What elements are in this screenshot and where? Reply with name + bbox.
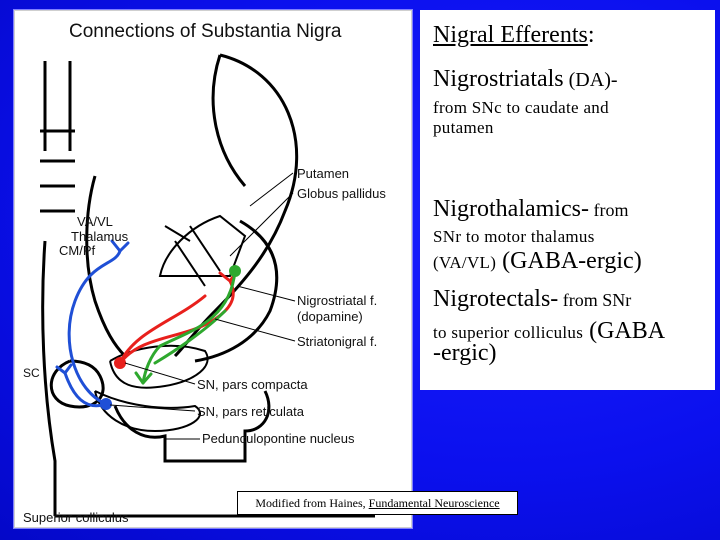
thalamus-label-line2: Thalamus — [71, 229, 129, 244]
nigrothalamics-desc-2: (VA/VL) (GABA-ergic) — [433, 248, 642, 274]
striatonigral-label: Striatonigral f. — [297, 334, 378, 349]
sc-label: SC — [23, 366, 40, 380]
pars-reticulata-dot — [100, 398, 112, 410]
putamen-label: Putamen — [297, 166, 350, 181]
superior-colliculus-label: Superior colliculus — [23, 510, 129, 525]
figure-title: Connections of Substantia Nigra — [69, 21, 342, 42]
source-credit: Modified from Haines, Fundamental Neuroscience — [237, 491, 518, 515]
nigrotectals-desc-1: to superior colliculus (GABA — [433, 318, 666, 344]
striatum-dot — [229, 265, 241, 277]
green-pathway — [136, 271, 235, 383]
substantia-nigra-figure — [14, 10, 412, 528]
nigrostriatals-desc-2: putamen — [433, 118, 494, 137]
nigrostriatal-label-line2: (dopamine) — [297, 309, 363, 324]
nigrothalamics-title-line: Nigrothalamics- from — [433, 196, 629, 222]
pars-compacta-dot — [114, 357, 126, 369]
nigrotectals-desc-2: -ergic) — [433, 340, 497, 366]
thalamus-label-line1: VA/VL — [77, 214, 113, 229]
pedunculopontine-label: Pedunculopontine nucleus — [202, 431, 355, 446]
pars-reticulata-label: SN, pars reticulata — [197, 404, 304, 419]
nigrostriatals-title-line: Nigrostriatals (DA)- — [433, 66, 618, 92]
nigrostriatal-label-line1: Nigrostriatal f. — [297, 293, 378, 308]
text-panel — [420, 10, 715, 390]
nigral-efferents-heading: Nigral Efferents: — [433, 22, 595, 48]
thalamus-label-line3: CM/Pf — [59, 243, 96, 258]
blue-pathway — [57, 241, 128, 406]
brain-diagram — [15, 11, 411, 527]
nigrothalamics-desc-1: SNr to motor thalamus — [433, 227, 595, 246]
pars-compacta-label: SN, pars compacta — [197, 377, 308, 392]
nigrotectals-title-line: Nigrotectals- from SNr — [433, 286, 632, 312]
nigrostriatals-desc-1: from SNc to caudate and — [433, 98, 609, 117]
globus-pallidus-label: Globus pallidus — [297, 186, 386, 201]
